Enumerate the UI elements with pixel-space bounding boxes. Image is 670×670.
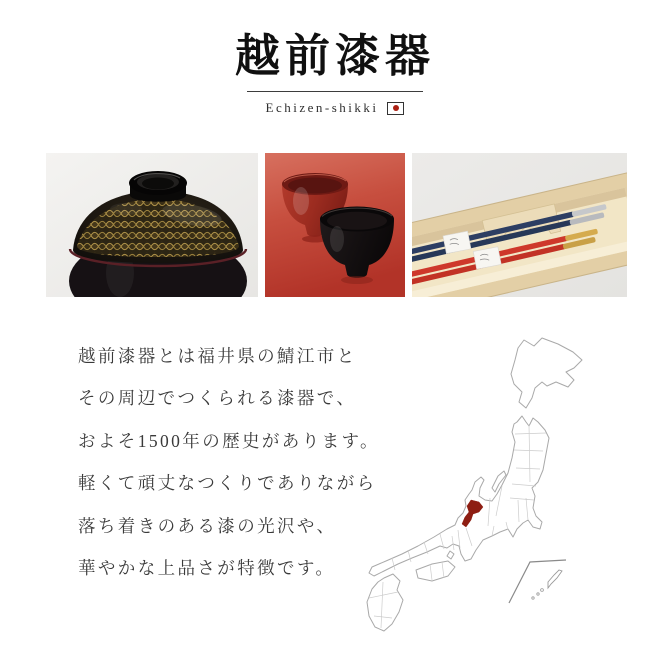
description-line: 軽くて頑丈なつくりでありながら	[78, 473, 377, 494]
map-shikoku	[416, 561, 455, 581]
header	[0, 0, 670, 117]
subtitle-row	[266, 100, 405, 116]
title-divider	[247, 91, 423, 92]
description-line: 落ち着きのある漆の光沢や、	[78, 515, 337, 536]
page-title: 越前漆器	[234, 31, 435, 81]
photo-red-black-bowls	[265, 153, 405, 297]
description-line: 越前漆器とは福井県の鯖江市と	[78, 346, 357, 366]
product-gallery	[46, 153, 627, 297]
photo-lidded-bowl	[46, 153, 258, 297]
map-hokkaido	[511, 338, 582, 408]
description-text	[78, 335, 380, 589]
map-okinawa-inset	[509, 560, 566, 603]
map-kyushu	[367, 574, 403, 631]
japan-map	[362, 330, 662, 650]
chopsticks-box-image	[412, 153, 627, 297]
map-awaji-island	[447, 551, 454, 559]
lidded-bowl-image	[46, 153, 258, 297]
japan-flag-dot-icon	[393, 105, 399, 111]
red-black-bowls-image	[265, 153, 405, 297]
page-subtitle: Echizen-shikki	[265, 100, 379, 115]
description-line: その周辺でつくられる漆器で、	[78, 388, 357, 409]
japan-flag-icon	[387, 102, 404, 115]
photo-chopsticks-box	[412, 153, 627, 297]
japan-map-svg	[362, 330, 662, 650]
map-honshu	[369, 416, 549, 576]
description-line: 華やかな上品さが特徴です。	[78, 558, 336, 579]
description-line: およそ1500年の歴史があります。	[78, 430, 380, 451]
